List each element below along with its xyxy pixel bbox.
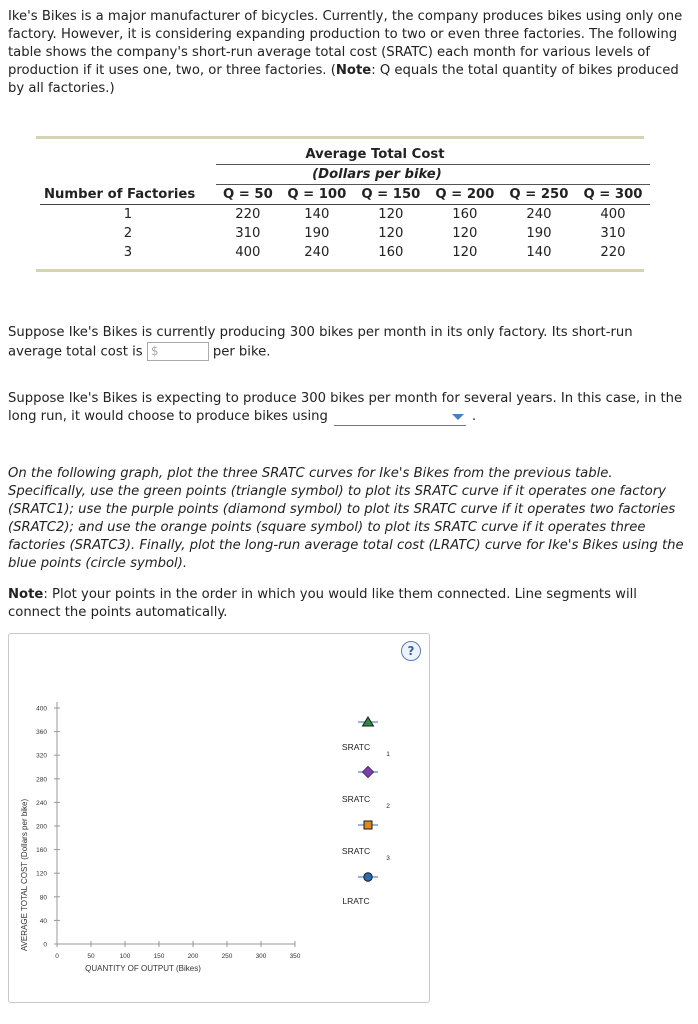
x-tick-label: 150 bbox=[153, 953, 165, 960]
table-cell: 400 bbox=[235, 245, 261, 260]
table-col-header: Q = 100 bbox=[280, 185, 354, 205]
table-row-header: Number of Factories bbox=[40, 185, 216, 205]
table-cell: 190 bbox=[304, 226, 330, 241]
table-cell: 190 bbox=[526, 226, 552, 241]
table-col-header: Q = 300 bbox=[576, 185, 650, 205]
y-tick-label: 360 bbox=[36, 729, 47, 737]
table-cell: 400 bbox=[600, 207, 626, 222]
table-col-header: Q = 150 bbox=[354, 185, 428, 205]
table-cell: 220 bbox=[235, 207, 261, 222]
x-tick-label: 100 bbox=[119, 953, 131, 960]
y-tick-label: 160 bbox=[36, 847, 47, 855]
y-tick-label: 120 bbox=[36, 870, 47, 878]
chevron-down-icon bbox=[452, 414, 464, 420]
question-2 bbox=[8, 390, 686, 426]
y-tick-label: 240 bbox=[36, 799, 47, 807]
legend-subscript: 3 bbox=[386, 855, 390, 862]
x-tick-label: 50 bbox=[87, 953, 95, 960]
x-axis-label: QUANTITY OF OUTPUT (Bikes) bbox=[85, 964, 201, 973]
y-tick-label: 200 bbox=[36, 823, 47, 831]
legend-subscript: 2 bbox=[386, 803, 390, 810]
table-cell: 3 bbox=[123, 245, 133, 260]
x-tick-label: 350 bbox=[289, 953, 301, 960]
note-label: Note bbox=[8, 587, 44, 602]
note-paragraph bbox=[8, 586, 686, 622]
table-col-header: Q = 200 bbox=[428, 185, 502, 205]
factory-count-dropdown[interactable] bbox=[334, 409, 466, 426]
table-cell: 120 bbox=[378, 207, 404, 222]
table-cell: 240 bbox=[526, 207, 552, 222]
legend-label: SRATC bbox=[341, 742, 371, 752]
table-group-subtitle: (Dollars per bike) bbox=[216, 165, 650, 185]
table-cell: 310 bbox=[235, 226, 261, 241]
table-bottom-rule bbox=[36, 269, 644, 272]
table-cell: 120 bbox=[378, 226, 404, 241]
y-tick-label: 400 bbox=[36, 705, 47, 713]
legend-label: SRATC bbox=[341, 794, 371, 804]
dollar-prefix: $ bbox=[150, 344, 159, 358]
short-run-atc-input[interactable] bbox=[147, 342, 209, 361]
table-cell: 160 bbox=[378, 245, 404, 260]
table-group-title: Average Total Cost bbox=[216, 145, 650, 165]
table-col-header: Q = 50 bbox=[216, 185, 280, 205]
table-row bbox=[40, 224, 650, 243]
x-tick-label: 300 bbox=[255, 953, 267, 960]
table-cell: 220 bbox=[600, 245, 626, 260]
table-col-header: Q = 250 bbox=[502, 185, 576, 205]
q1-text-after: per bike. bbox=[212, 344, 271, 360]
x-tick-label: 0 bbox=[55, 953, 59, 960]
intro-text: Ike's Bikes is a major manufacturer of bicycles. Currently, the company produces bikes using only one factory. However, it is considering expanding production to two or even three factories. The following table shows the company's short-run average total cost (SRATC) each month for various levels of production if it uses one, two, or three factories. ( bbox=[8, 9, 683, 78]
cost-table-container bbox=[36, 136, 644, 272]
intro-note-text: : Q equals the total quantity of bikes produced by all factories.) bbox=[8, 63, 679, 96]
intro-paragraph bbox=[8, 8, 686, 98]
y-tick-label: 0 bbox=[43, 941, 47, 949]
y-tick-label: 320 bbox=[36, 752, 47, 760]
graph-panel bbox=[8, 633, 430, 1003]
table-cell: 120 bbox=[452, 226, 478, 241]
y-tick-label: 280 bbox=[36, 776, 47, 784]
help-icon[interactable]: ? bbox=[401, 641, 421, 661]
table-cell: 310 bbox=[600, 226, 626, 241]
graph-instructions: On the following graph, plot the three SRATC curves for Ike's Bikes from the previous table. Specifically, use the green points (triangle symbol) to plot its SRATC curve if it operates one factory (SRATC1); use the purple points (diamond symbol) to plot its SRATC curve if it operates two factories (SRATC2); and use the orange points (square symbol) to plot its SRATC curve if it operates three factories (SRATC3). Finally, plot the long-run average total cost (LRATC) curve for Ike's Bikes using the blue points (circle symbol). bbox=[8, 466, 684, 571]
q2-text: Suppose Ike's Bikes is expecting to produce 300 bikes per month for several years. In this case, in the long run, it would choose to produce bikes using bbox=[8, 391, 683, 424]
table-cell: 120 bbox=[452, 245, 478, 260]
legend-label: SRATC bbox=[341, 846, 371, 856]
intro-note-label: Note bbox=[335, 63, 372, 78]
table-cell: 160 bbox=[452, 207, 478, 222]
question-1 bbox=[8, 324, 686, 362]
table-cell: 240 bbox=[304, 245, 330, 260]
legend-subscript: 1 bbox=[386, 751, 390, 758]
q2-text-after: . bbox=[471, 409, 477, 424]
y-tick-label: 40 bbox=[39, 917, 47, 925]
table-cell: 1 bbox=[123, 207, 133, 222]
table-row bbox=[40, 205, 650, 225]
cost-table bbox=[40, 145, 650, 262]
x-tick-label: 200 bbox=[187, 953, 199, 960]
note-text: : Plot your points in the order in which you would like them connected. Line segments will connect the points automatically. bbox=[8, 587, 637, 620]
table-top-rule bbox=[36, 136, 644, 139]
table-row bbox=[40, 243, 650, 262]
table-cell: 140 bbox=[526, 245, 552, 260]
legend-label: LRATC bbox=[342, 896, 370, 906]
table-cell: 140 bbox=[304, 207, 330, 222]
q1-text: Suppose Ike's Bikes is currently producing 300 bikes per month in its only factory. Its short-run average total cost is bbox=[8, 325, 633, 360]
y-axis-label: AVERAGE TOTAL COST (Dollars per bike) bbox=[20, 798, 29, 952]
x-tick-label: 250 bbox=[221, 953, 233, 960]
y-tick-label: 80 bbox=[39, 894, 47, 902]
table-cell: 2 bbox=[123, 226, 133, 241]
